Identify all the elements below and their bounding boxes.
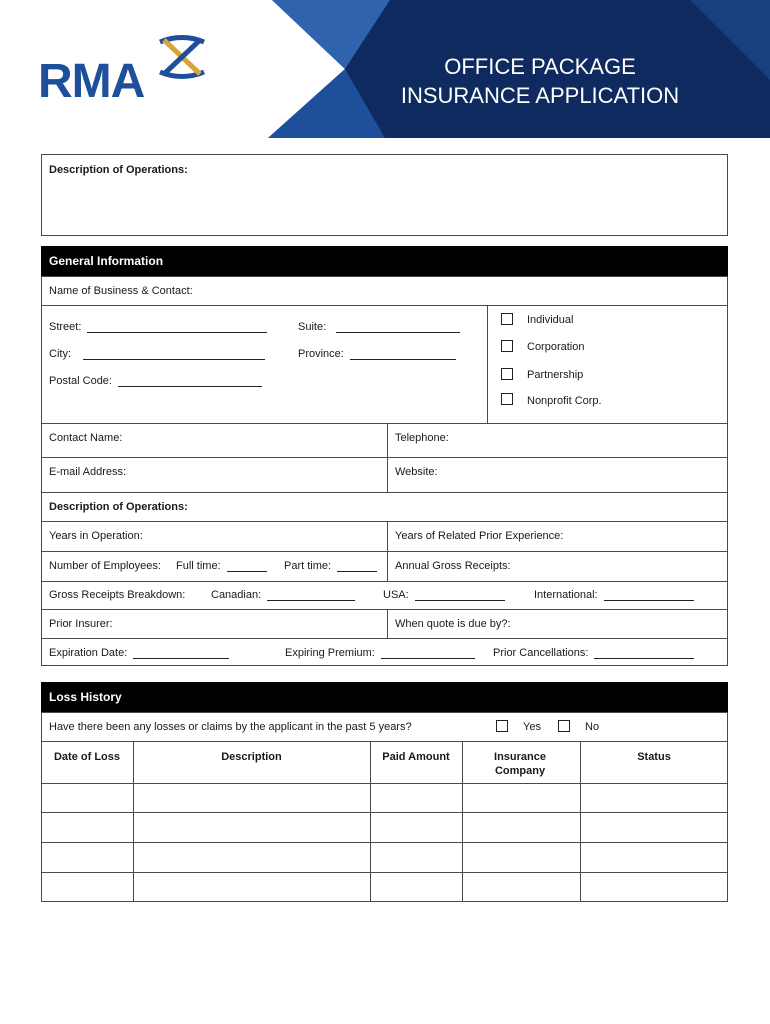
expiration-date-line xyxy=(133,647,229,659)
international-field[interactable] xyxy=(534,589,694,601)
name-of-business-label: Name of Business & Contact: xyxy=(49,285,193,297)
title-line-2: INSURANCE APPLICATION xyxy=(400,83,680,108)
rma-logo-mark-icon xyxy=(154,34,210,80)
canadian-field[interactable] xyxy=(211,589,355,601)
full-time-label: Full time: xyxy=(176,560,221,572)
divider xyxy=(41,457,728,458)
province-line xyxy=(350,348,456,360)
corporation-label: Corporation xyxy=(527,341,585,353)
usa-line xyxy=(415,589,505,601)
province-field[interactable] xyxy=(298,348,456,360)
expiration-date-field[interactable] xyxy=(49,647,229,659)
part-time-label: Part time: xyxy=(284,560,332,572)
divider xyxy=(41,551,728,552)
city-line xyxy=(83,348,265,360)
losses-yes-label: Yes xyxy=(523,721,541,733)
email-field[interactable]: E-mail Address: xyxy=(49,466,127,478)
postal-code-label: Postal Code: xyxy=(49,375,112,387)
table-row[interactable] xyxy=(41,843,728,872)
individual-checkbox[interactable] xyxy=(501,313,513,325)
divider xyxy=(41,741,728,742)
title-line-1: OFFICE PACKAGE xyxy=(444,54,636,79)
partnership-checkbox[interactable] xyxy=(501,368,513,380)
divider xyxy=(41,638,728,639)
years-in-operation-field[interactable]: Years in Operation: xyxy=(49,530,143,542)
table-row[interactable] xyxy=(41,813,728,842)
column-description: Description xyxy=(221,751,282,763)
postal-code-line xyxy=(118,375,262,387)
losses-no-checkbox[interactable] xyxy=(558,720,570,732)
individual-label: Individual xyxy=(527,314,574,326)
contact-name-field[interactable]: Contact Name: xyxy=(49,432,123,444)
international-label: International: xyxy=(534,589,598,601)
losses-yes-checkbox[interactable] xyxy=(496,720,508,732)
page-title xyxy=(360,52,720,110)
usa-field[interactable] xyxy=(383,589,505,601)
divider xyxy=(41,305,728,306)
usa-label: USA: xyxy=(383,589,409,601)
suite-field[interactable] xyxy=(298,321,460,333)
divider xyxy=(41,423,728,424)
description-ops-label: Description of Operations: xyxy=(49,501,188,513)
prior-cancellations-field[interactable] xyxy=(493,647,694,659)
general-information-section xyxy=(41,276,728,666)
full-time-line xyxy=(227,560,267,572)
nonprofit-corp-checkbox[interactable] xyxy=(501,393,513,405)
canadian-line xyxy=(267,589,355,601)
logo-text: RMA xyxy=(38,55,145,108)
table-row[interactable] xyxy=(41,873,728,901)
header xyxy=(0,0,770,138)
website-field[interactable]: Website: xyxy=(395,466,438,478)
canadian-label: Canadian: xyxy=(211,589,262,601)
street-line xyxy=(87,321,267,333)
divider xyxy=(41,521,728,522)
loss-history-heading: Loss History xyxy=(41,682,728,712)
column-date-of-loss: Date of Loss xyxy=(53,751,120,763)
description-of-operations-label: Description of Operations: xyxy=(49,164,188,176)
expiring-premium-field[interactable] xyxy=(285,647,475,659)
divider xyxy=(487,305,488,423)
street-field[interactable] xyxy=(49,321,267,333)
expiring-premium-label: Expiring Premium: xyxy=(285,647,375,659)
province-label: Province: xyxy=(298,348,344,360)
postal-code-field[interactable] xyxy=(49,375,262,387)
part-time-line xyxy=(337,560,377,572)
losses-question: Have there been any losses or claims by the applicant in the past 5 years? xyxy=(49,721,412,733)
table-row[interactable] xyxy=(41,784,728,812)
partnership-label: Partnership xyxy=(527,369,584,381)
divider xyxy=(41,581,728,582)
divider xyxy=(387,609,388,638)
corporation-checkbox[interactable] xyxy=(501,340,513,352)
prior-insurer-field[interactable]: Prior Insurer: xyxy=(49,618,113,630)
prior-cancellations-label: Prior Cancellations: xyxy=(493,647,589,659)
column-insurance-company: Insurance Company xyxy=(494,751,546,777)
expiration-date-label: Expiration Date: xyxy=(49,647,128,659)
quote-due-field[interactable]: When quote is due by?: xyxy=(395,618,511,630)
suite-line xyxy=(336,321,460,333)
general-information-heading: General Information xyxy=(41,246,728,276)
number-of-employees-label: Number of Employees: xyxy=(49,560,161,572)
street-label: Street: xyxy=(49,321,82,333)
annual-gross-receipts-field[interactable]: Annual Gross Receipts: xyxy=(395,560,511,572)
telephone-field[interactable]: Telephone: xyxy=(395,432,449,444)
suite-label: Suite: xyxy=(298,321,327,333)
losses-no-label: No xyxy=(585,721,600,733)
part-time-field[interactable] xyxy=(284,560,377,572)
city-field[interactable] xyxy=(49,348,265,360)
column-status: Status xyxy=(637,751,671,763)
divider xyxy=(41,609,728,610)
city-label: City: xyxy=(49,348,71,360)
full-time-field[interactable] xyxy=(176,560,267,572)
international-line xyxy=(604,589,694,601)
years-prior-experience-field[interactable]: Years of Related Prior Experience: xyxy=(395,530,564,542)
expiring-premium-line xyxy=(381,647,475,659)
gross-receipts-breakdown-label: Gross Receipts Breakdown: xyxy=(49,589,186,601)
prior-cancellations-line xyxy=(594,647,694,659)
column-paid-amount: Paid Amount xyxy=(382,751,450,763)
divider xyxy=(41,492,728,493)
nonprofit-corp-label: Nonprofit Corp. xyxy=(527,395,602,407)
